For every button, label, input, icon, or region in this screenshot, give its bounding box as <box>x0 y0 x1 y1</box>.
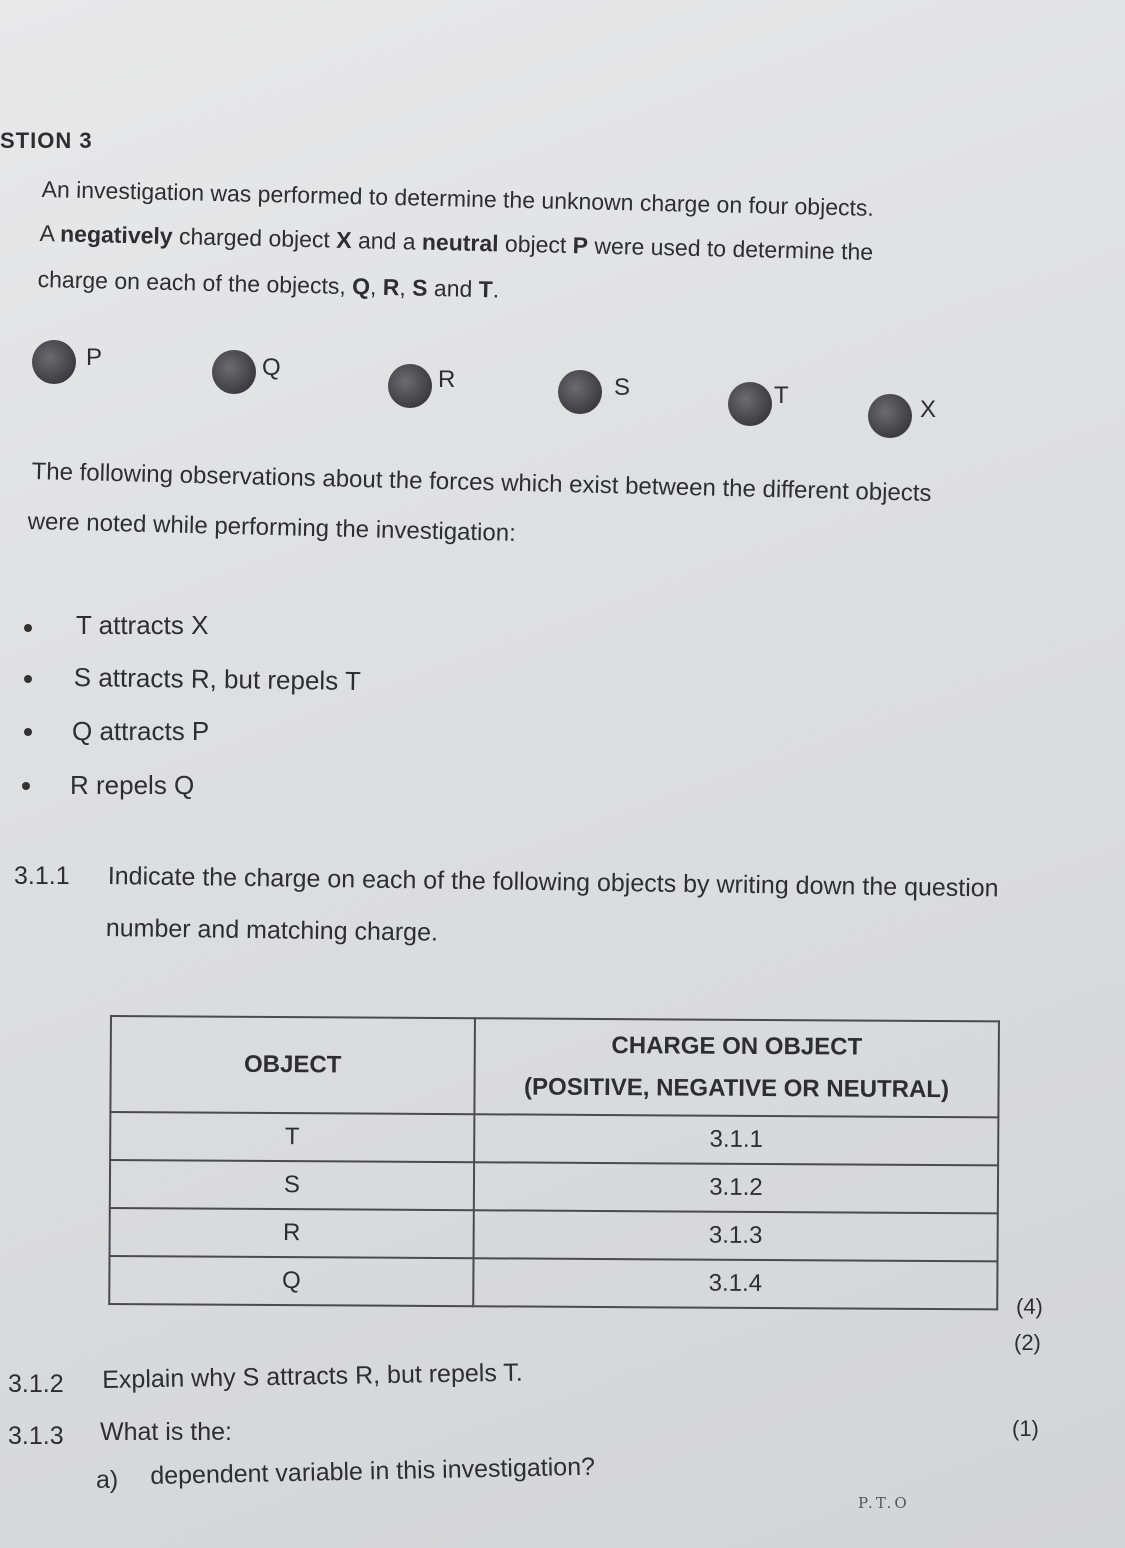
object-cell: R <box>110 1208 474 1258</box>
intro-line-2: A negatively charged object X and a neutral object P were used to determine the <box>39 220 874 265</box>
marks-4: (4) <box>1016 1294 1043 1319</box>
bullet-icon <box>22 782 30 790</box>
observation-item: S attracts R, but repels T <box>73 662 362 697</box>
object-cell: Q <box>109 1256 473 1306</box>
object-x-label: X <box>920 396 937 423</box>
object-cell: S <box>110 1160 474 1210</box>
object-p-ball <box>32 340 76 384</box>
answer-cell: 3.1.2 <box>474 1162 998 1213</box>
table-row <box>110 1208 998 1261</box>
answer-cell: 3.1.1 <box>474 1114 998 1165</box>
observations-intro-line-2: were noted while performing the investigation: <box>27 508 517 547</box>
page-turn-note: P.T.O <box>858 1494 910 1512</box>
object-s-label: S <box>614 374 631 401</box>
bullet-icon <box>24 624 32 632</box>
object-q-ball <box>212 350 256 394</box>
observations-intro-line-1: The following observations about the forces which exist between the different objects <box>31 458 932 507</box>
charge-column-header <box>474 1018 999 1117</box>
object-cell: T <box>110 1112 474 1162</box>
table-header-row <box>110 1016 999 1117</box>
sub-question-label: a) <box>96 1466 119 1494</box>
question-3-1-2-text: Explain why S attracts R, but repels T. <box>102 1358 523 1394</box>
object-t-label: T <box>774 382 789 409</box>
question-number-3-1-2: 3.1.2 <box>8 1370 64 1398</box>
question-number-3-1-3: 3.1.3 <box>8 1422 64 1450</box>
marks-2: (2) <box>1014 1330 1041 1355</box>
bullet-icon <box>24 675 32 683</box>
question-heading: STION 3 <box>0 128 93 153</box>
charge-header-line-2: (POSITIVE, NEGATIVE OR NEUTRAL) <box>524 1073 950 1104</box>
intro-line-1: An investigation was performed to determine the unknown charge on four objects. <box>41 176 875 221</box>
object-x-ball <box>868 394 912 438</box>
answer-cell: 3.1.3 <box>474 1210 998 1261</box>
object-p-label: P <box>86 344 103 371</box>
observation-item: T attracts X <box>76 610 209 640</box>
object-s-ball <box>558 370 602 414</box>
table-row <box>109 1256 997 1309</box>
answer-cell: 3.1.4 <box>473 1258 997 1309</box>
bullet-icon <box>24 728 32 736</box>
marks-1: (1) <box>1012 1416 1039 1441</box>
object-r-label: R <box>438 366 456 393</box>
table-row <box>110 1160 998 1213</box>
charge-header-line-1: CHARGE ON OBJECT <box>611 1032 863 1061</box>
observation-item: R repels Q <box>70 770 195 800</box>
sub-question-text: dependent variable in this investigation? <box>150 1452 596 1490</box>
observation-item: Q attracts P <box>72 716 210 746</box>
question-number-3-1-1: 3.1.1 <box>14 862 70 890</box>
charge-table <box>108 1015 1000 1310</box>
table-row <box>110 1112 998 1165</box>
object-r-ball <box>388 364 432 408</box>
question-3-1-1-line-2: number and matching charge. <box>105 914 439 947</box>
intro-line-3: charge on each of the objects, Q, R, S and T. <box>37 266 500 303</box>
question-3-1-1-line-1: Indicate the charge on each of the following objects by writing down the question <box>107 862 999 903</box>
object-t-ball <box>728 382 772 426</box>
question-3-1-3-text: What is the: <box>100 1418 232 1446</box>
object-q-label: Q <box>262 354 281 381</box>
object-column-header: OBJECT <box>110 1016 475 1114</box>
